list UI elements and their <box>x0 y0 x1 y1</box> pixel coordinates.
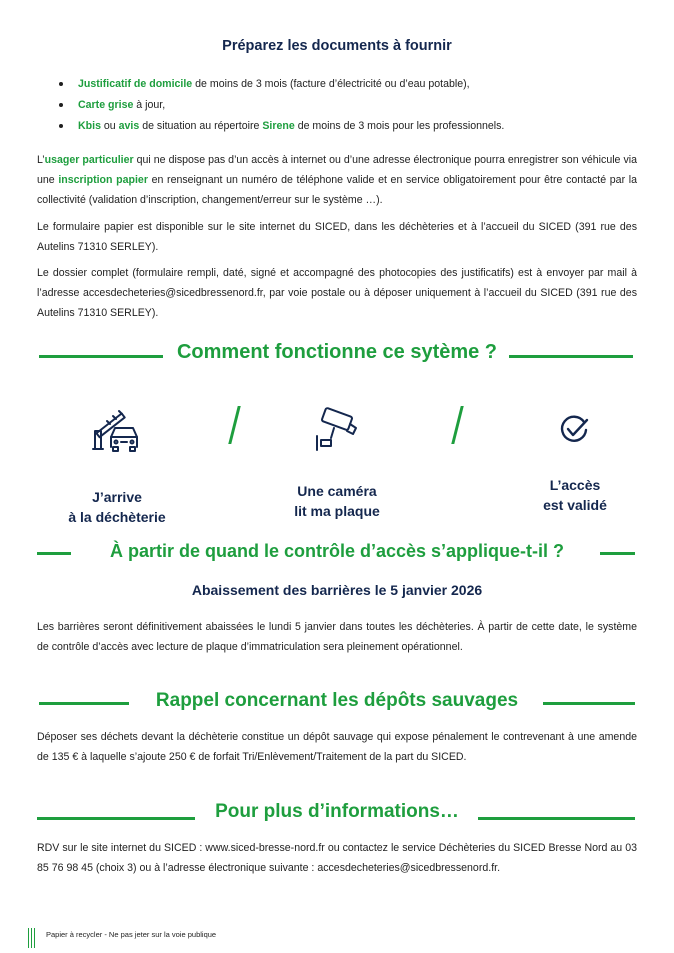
camera-icon <box>307 400 367 455</box>
list-item <box>56 98 504 119</box>
dossier-paragraph: Le dossier complet (formulaire rempli, daté, signé et accompagné des photocopies des justificatifs) est à envoyer par mail à l’adresse accesdecheteries@sicedbressenord.fr, par voie postale ou à déposer uniquement à l’accueil du SICED (391 rue des Autelins 71310 SERLEY). <box>37 267 637 319</box>
highlight-text: Justificatif de domicile <box>78 78 193 90</box>
step-validated <box>490 413 660 515</box>
body-text: ou <box>100 120 119 132</box>
info-section-title <box>37 800 637 830</box>
body-text: de situation au répertoire <box>139 120 263 132</box>
dumping-title: Rappel concernant les dépôts sauvages <box>155 690 519 711</box>
when-section-title <box>37 539 637 569</box>
highlight-text: usager particulier <box>44 154 134 166</box>
step-camera <box>252 400 422 521</box>
highlight-text: Carte grise <box>78 99 134 111</box>
body-text: à jour, <box>133 99 166 111</box>
paper-registration-paragraph <box>37 150 637 210</box>
bullet-icon <box>59 82 63 86</box>
highlight-text: inscription papier <box>58 174 148 186</box>
highlight-text: avis <box>118 120 140 132</box>
body-text: L’ <box>37 154 45 166</box>
highlight-text: Kbis <box>78 120 101 132</box>
dumping-paragraph: Déposer ses déchets devant la déchèterie constitue un dépôt sauvage qui expose pénalement le contrevenant à une amende de 135 € à laquelle s’ajoute 250 € de forfait Tri/Enlèvement/Traitement de la part du SICED. <box>37 731 637 763</box>
documents-title: Préparez les documents à fournir <box>222 38 452 54</box>
how-title: Comment fonctionne ce sytème ? <box>176 341 498 363</box>
info-paragraph: RDV sur le site internet du SICED : www.siced-bresse-nord.fr ou contactez le service Déchèteries du SICED Bresse Nord au 03 85 76 98 45 (choix 3) ou à l’adresse électronique suivante : accesdecheteries@sicedbressenord.fr. <box>37 842 637 874</box>
list-item <box>56 119 504 140</box>
bullet-icon <box>59 124 63 128</box>
info-title: Pour plus d’informations… <box>215 801 459 822</box>
footer-bar-icon <box>28 928 36 948</box>
documents-list <box>56 77 504 140</box>
body-text: de moins de 3 mois (facture d’électricité ou d’eau potable), <box>192 78 470 90</box>
barrier-subtitle: Abaissement des barrières le 5 janvier 2026 <box>191 582 483 598</box>
highlight-text: Sirene <box>262 120 295 132</box>
step-caption: J’arrive à la déchèterie <box>68 489 166 525</box>
barrier-car-icon <box>87 395 147 455</box>
step-arrive <box>32 395 202 527</box>
bullet-icon <box>59 103 63 107</box>
step-caption: Une caméra lit ma plaque <box>294 483 380 519</box>
dumping-section-title <box>37 690 637 720</box>
step-caption: L’accès est validé <box>543 477 607 513</box>
how-section-title <box>37 340 637 370</box>
footer-note: Papier à recycler - Ne pas jeter sur la voie publique <box>46 930 217 939</box>
list-item <box>56 77 504 98</box>
barrier-paragraph: Les barrières seront définitivement abaissées le lundi 5 janvier dans toutes les déchèteries. À partir de cette date, le système de contrôle d’accès avec lecture de plaque d’immatriculation sera pleinement opérationnel. <box>37 621 637 653</box>
step-separator <box>451 406 463 444</box>
body-text: de moins de 3 mois pour les professionnels. <box>294 120 505 132</box>
when-title: À partir de quand le contrôle d’accès s’applique-t-il ? <box>109 541 565 561</box>
check-circle-icon <box>558 413 592 447</box>
body-text: qui ne dispose pas d’un accès à internet ou d’une adresse électronique pourra enregistrer son véhicule via une <box>37 154 637 186</box>
step-separator <box>228 406 240 444</box>
paper-form-paragraph: Le formulaire papier est disponible sur le site internet du SICED, dans les déchèteries et à l’accueil du SICED (391 rue des Autelins 71310 SERLEY). <box>37 221 637 253</box>
body-text: en renseignant un numéro de téléphone valide et en service obligatoirement pour être contacté par la collectivité (validation d’inscription, changement/erreur sur le système …). <box>37 174 637 206</box>
